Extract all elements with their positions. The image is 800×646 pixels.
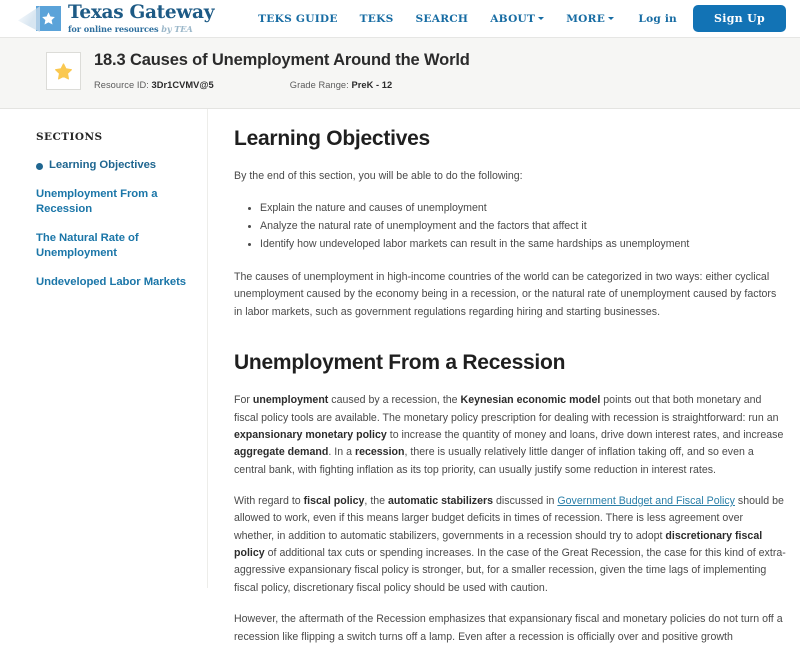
site-logo[interactable] [36, 4, 214, 33]
sidebar-item-label: The Natural Rate of Unemployment [36, 232, 139, 260]
sidebar-item-list [36, 158, 191, 290]
list-item: Identify how undeveloped labor markets can result in the same hardships as unemployment [260, 236, 786, 253]
account-actions [638, 5, 786, 32]
top-navigation-bar [0, 0, 800, 38]
grade-range-label: Grade Range: [289, 79, 349, 90]
resource-meta-row [94, 80, 470, 90]
logo-text-block [68, 4, 214, 33]
recession-paragraph-2 [234, 493, 786, 597]
text-run: points out that both monetary and fiscal policy tools are available. The monetary policy prescription for dealing with recession is straightforward: run an [234, 394, 779, 424]
inline-link[interactable]: Government Budget and Fiscal Policy [557, 494, 735, 507]
text-run: . In a [328, 446, 355, 459]
text-run: , the [364, 494, 389, 507]
sections-sidebar [0, 109, 208, 588]
section-heading-learning-objectives: Learning Objectives [234, 127, 430, 150]
logo-tagline [68, 25, 214, 33]
nav-item-teks-label: TEKS [359, 12, 394, 25]
emphasized-term: Keynesian economic model [460, 394, 601, 407]
text-run: For [234, 394, 253, 407]
logo-tagline-by: by TEA [161, 23, 193, 34]
nav-item-search-label: SEARCH [415, 12, 469, 25]
nav-item-more-label: MORE [566, 12, 606, 25]
recession-paragraph-3 [234, 611, 786, 646]
text-run: With regard to [234, 494, 304, 507]
primary-nav [258, 13, 614, 25]
text-run: should be allowed to work, even if this means larger budget deficits in times of recession. There is less agreement over whether, in addition to automatic stabilizers, governments in a recession should try to adopt [234, 494, 784, 542]
nav-item-teks-guide-label: TEKS GUIDE [258, 12, 338, 25]
recession-paragraph-1 [234, 392, 786, 479]
resource-id-label: Resource ID: [94, 79, 149, 90]
logo-ribbon-decoration [18, 6, 40, 32]
text-run: of additional tax cuts or spending increases. In the case of the Great Recession, the case for this kind of extra-aggressive expansionary fiscal policy is stronger, but, for a smaller recession, given the time lags of implementing fiscal policy, discretionary fiscal policy should be used with caution. [234, 547, 786, 594]
causes-paragraph: The causes of unemployment in high-income countries of the world can be categorized in two ways: either cyclical unemployment caused by the economy being in a recession, or the natural rate of unemployment caused by factors in labor markets, such as government regulations regarding hiring and starting businesses. [234, 270, 777, 318]
list-item: Explain the nature and causes of unemployment [260, 200, 786, 217]
nav-item-about[interactable] [490, 13, 544, 25]
sidebar-item-undeveloped-labor-markets[interactable] [36, 275, 191, 290]
grade-range-value: PreK - 12 [351, 79, 393, 90]
chevron-down-icon [538, 17, 544, 20]
emphasized-term: fiscal policy [303, 494, 365, 507]
learning-objectives-list [234, 200, 786, 253]
page-body [0, 109, 800, 643]
emphasized-term: expansionary monetary policy [234, 428, 387, 441]
resource-header [0, 38, 800, 109]
sign-up-button[interactable]: Sign Up [693, 5, 786, 32]
text-run: caused by a recession, the [328, 394, 461, 407]
sidebar-item-unemployment-from-a-recession[interactable] [36, 187, 191, 217]
sidebar-item-label: Unemployment From a Recession [36, 188, 158, 216]
sidebar-item-label: Learning Objectives [49, 159, 157, 171]
list-item: Analyze the natural rate of unemployment and the factors that affect it [260, 218, 786, 235]
chevron-down-icon [608, 17, 614, 20]
nav-item-search[interactable] [416, 13, 469, 25]
text-run: to increase the quantity of money and loans, drive down interest rates, and increase [386, 428, 784, 441]
active-section-dot-icon [36, 163, 43, 170]
nav-item-teks-guide[interactable] [258, 13, 338, 25]
page-title: 18.3 Causes of Unemployment Around the World [94, 51, 470, 69]
emphasized-term: unemployment [252, 394, 329, 407]
text-run: , there is usually relatively little danger of inflation taking off, and so even a central bank, with fighting inflation as its top priority, can usually justify some reduction in interest rates. [234, 446, 754, 476]
sidebar-item-learning-objectives[interactable] [36, 158, 191, 173]
resource-id-field [94, 80, 214, 90]
logo-title: Texas Gateway [68, 2, 215, 24]
emphasized-term: discretionary fiscal policy [234, 529, 763, 560]
nav-item-more[interactable] [566, 13, 614, 25]
nav-item-teks[interactable] [360, 13, 394, 25]
emphasized-term: recession [354, 446, 405, 459]
resource-meta [94, 50, 470, 90]
emphasized-term: aggregate demand [234, 446, 329, 459]
section-heading-unemployment-from-a-recession: Unemployment From a Recession [234, 351, 566, 375]
objectives-intro: By the end of this section, you will be able to do the following: [234, 170, 523, 183]
sidebar-heading: SECTIONS [36, 131, 103, 143]
login-link[interactable]: Log in [638, 12, 677, 25]
grade-range-field [290, 80, 392, 90]
resource-id-value: 3Dr1CVMV@5 [151, 79, 214, 90]
nav-item-about-label: ABOUT [490, 12, 536, 25]
sidebar-item-the-natural-rate-of-unemployment[interactable] [36, 231, 191, 261]
text-run: However, the aftermath of the Recession emphasizes that expansionary fiscal and monetary policies do not turn off a recession like flipping a switch turns off a lamp. Even after a recession is officially over and positive growth [234, 613, 783, 643]
text-run: discussed in [493, 494, 558, 507]
emphasized-term: automatic stabilizers [388, 494, 494, 507]
logo-tagline-main: for online resources [68, 23, 159, 34]
article-content [208, 109, 800, 643]
sidebar-item-label: Undeveloped Labor Markets [36, 276, 187, 289]
resource-star-icon [46, 52, 81, 90]
